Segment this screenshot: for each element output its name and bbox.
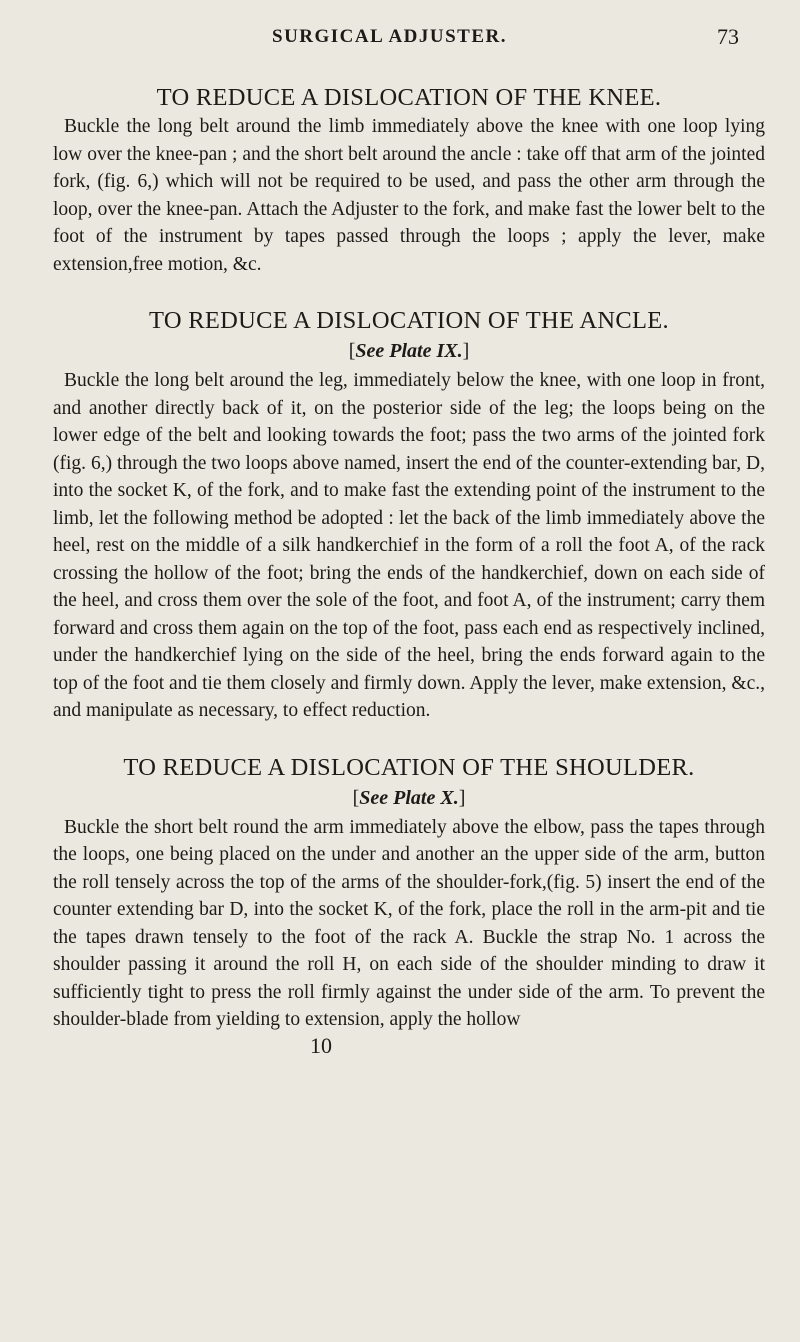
section-paragraph: Buckle the long belt around the limb immediately above the knee with one loop lying low over the knee-pan ; and the short belt around the ancle : take off that arm of the jointed fork, (fig. 6,) which will not be required to be used, and pass the other arm through the loop, over the knee-pan. Attach the Adjuster to the fork, and make fast the lower belt to the foot of the instrument by tapes passed through the loops ; apply the lever, make extension,free motion, &c. [53, 116, 765, 275]
section-ancle [53, 306, 765, 725]
section-heading: TO REDUCE A DISLOCATION OF THE KNEE. [156, 84, 662, 111]
page-body [53, 83, 765, 1058]
plate-label: See Plate IX. [355, 340, 463, 362]
plate-label: See Plate X. [359, 786, 459, 809]
section-heading: TO REDUCE A DISLOCATION OF THE ANCLE. [149, 307, 669, 334]
plate-bracket-close: ] [462, 340, 470, 362]
running-title: SURGICAL ADJUSTER. [272, 26, 507, 47]
section-heading: TO REDUCE A DISLOCATION OF THE SHOULDER. [123, 753, 695, 781]
plate-bracket-open: [ [352, 786, 360, 809]
plate-bracket-open: [ [348, 340, 356, 362]
section-knee [53, 83, 765, 278]
plate-bracket-close: ] [458, 786, 466, 809]
running-head [0, 26, 800, 52]
folio-signature: 10 [310, 1032, 332, 1058]
plate-reference [53, 784, 765, 812]
section-paragraph: Buckle the short belt round the arm immediately above the elbow, pass the tapes through the loops, one being placed on the under and another an the upper side of the arm, button the roll tensely across the top of the arms of the shoulder-fork,(fig. 5) insert the end of the counter extending bar D, into the socket K, of the fork, place the roll in the arm-pit and tie the tapes drawn tensely to the foot of the rack A. Buckle the strap No. 1 across the shoulder passing it around the roll H, on each side of the shoulder minding to draw it sufficiently tight to press the roll firmly against the under side of the arm. To prevent the shoulder-blade from yielding to extension, apply the hollow [53, 816, 765, 1030]
plate-reference [53, 337, 765, 365]
section-paragraph: Buckle the long belt around the leg, immediately below the knee, with one loop in front, and another directly back of it, on the posterior side of the leg; the loops being on the lower edge of the belt and looking towards the foot; pass the two arms of the jointed fork (fig. 6,) through the two loops above named, insert the end of the counter-extending bar, D, into the socket K, of the fork, and to make fast the extending point of the instrument to the limb, let the following method be adopted : let the back of the limb immediately above the heel, rest on the middle of a silk handkerchief in the form of a roll the foot A, of the rack crossing the hollow of the foot; bring the ends of the handkerchief, down on each side of the heel, and cross them over the sole of the foot, and foot A, of the instrument; carry them forward and cross them again on the top of the foot, pass each end as respectively inclined, under the handkerchief lying on the side of the heel, bring the ends forward again to the top of the foot and tie them closely and firmly down. Apply the lever, make extension, &c., and manipulate as necessary, to effect reduction. [53, 370, 765, 721]
page-number: 73 [717, 24, 739, 49]
section-shoulder [53, 753, 765, 1034]
